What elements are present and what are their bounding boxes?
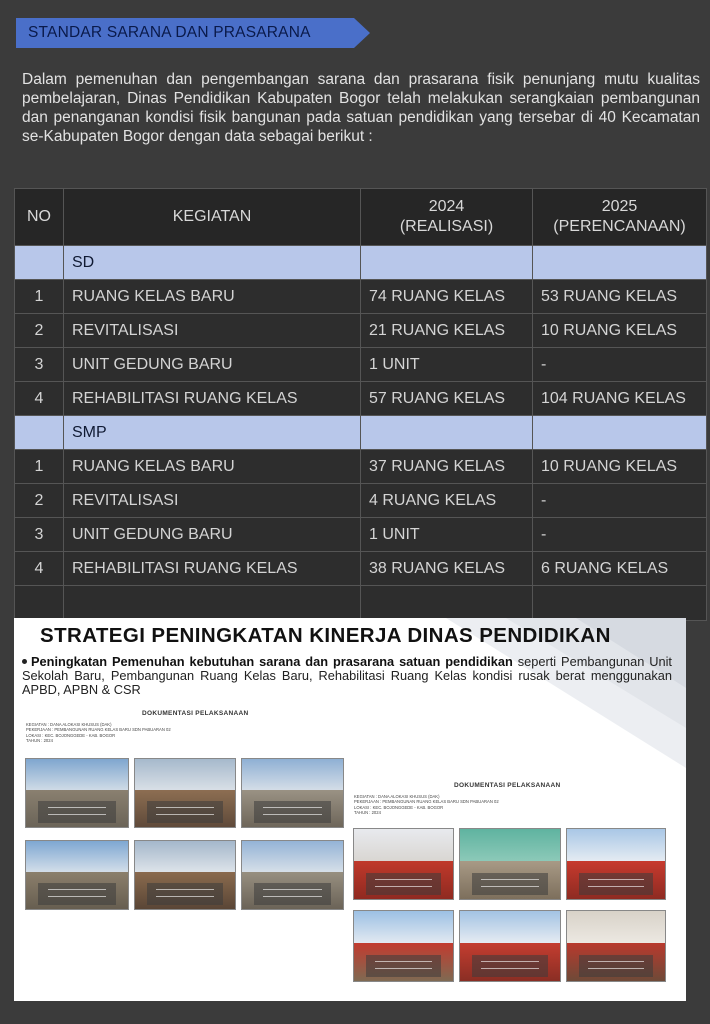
bullet-text: seperti Pembangunan Unit Sekolah Baru, Pembangunan Ruang Kelas Baru, Rehabilitasi Ruang Kelas kondisi rusak berat menggunakan APBD, APBN & CSR — [22, 654, 672, 697]
col-2025-year: 2025 — [601, 198, 638, 215]
row-kegiatan: UNIT GEDUNG BARU — [64, 518, 361, 552]
meta-line: TAHUN : 2024 — [26, 738, 53, 744]
construction-photo — [134, 840, 236, 910]
table-row — [15, 450, 707, 484]
section-label: SD — [64, 246, 361, 280]
school-photo — [566, 828, 666, 900]
col-2024 — [361, 189, 533, 246]
row-2025: - — [533, 484, 707, 518]
row-kegiatan: RUANG KELAS BARU — [64, 450, 361, 484]
row-2025: 10 RUANG KELAS — [533, 314, 707, 348]
meta-line: KEGIATAN : DANA ALOKASI KHUSUS (DAK) — [26, 722, 112, 727]
col-kegiatan: KEGIATAN — [64, 189, 361, 246]
bullet-dot — [22, 659, 27, 664]
row-2024: 37 RUANG KELAS — [361, 450, 533, 484]
row-2025: - — [533, 518, 707, 552]
row-no: 2 — [15, 314, 64, 348]
row-kegiatan: UNIT GEDUNG BARU — [64, 348, 361, 382]
table-header-row — [15, 189, 707, 246]
strategy-panel — [14, 618, 686, 1001]
construction-photo — [25, 758, 129, 828]
meta-line: KEGIATAN : DANA ALOKASI KHUSUS (DAK) — [354, 794, 440, 799]
meta-line: PEKERJAAN : PEMBANGUNAN RUANG KELAS BARU SDN PABUARAN 02 — [354, 799, 499, 805]
school-photo — [353, 910, 454, 982]
construction-photo — [134, 758, 236, 828]
row-kegiatan: RUANG KELAS BARU — [64, 280, 361, 314]
doc-right-title: DOKUMENTASI PELAKSANAAN — [454, 782, 561, 789]
row-2024: 57 RUANG KELAS — [361, 382, 533, 416]
table-row — [15, 382, 707, 416]
row-2025: 6 RUANG KELAS — [533, 552, 707, 586]
doc-left-title: DOKUMENTASI PELAKSANAAN — [142, 710, 249, 717]
table-empty-row — [15, 586, 707, 621]
section-label: SMP — [64, 416, 361, 450]
row-2025: - — [533, 348, 707, 382]
section-row-sd — [15, 246, 707, 280]
table-row — [15, 348, 707, 382]
row-kegiatan: REVITALISASI — [64, 484, 361, 518]
meta-line: PEKERJAAN : PEMBANGUNAN RUANG KELAS BARU SDN PABUARAN 02 — [26, 727, 171, 733]
row-no: 3 — [15, 348, 64, 382]
col-no: NO — [15, 189, 64, 246]
meta-line: LOKASI : KEC. BOJONGGEDE - KAB. BOGOR — [26, 732, 116, 738]
row-no: 1 — [15, 450, 64, 484]
col-2024-sub: (REALISASI) — [399, 218, 494, 235]
col-2025-sub: (PERENCANAAN) — [553, 218, 686, 235]
strategy-title: STRATEGI PENINGKATAN KINERJA DINAS PENDIDIKAN — [40, 624, 611, 647]
school-photo — [353, 828, 454, 900]
construction-photo — [25, 840, 129, 910]
row-no: 3 — [15, 518, 64, 552]
school-photo — [459, 910, 561, 982]
row-2024: 21 RUANG KELAS — [361, 314, 533, 348]
doc-left-meta — [26, 722, 171, 744]
row-kegiatan: REVITALISASI — [64, 314, 361, 348]
row-kegiatan: REHABILITASI RUANG KELAS — [64, 382, 361, 416]
school-photo — [566, 910, 666, 982]
construction-photo — [241, 758, 344, 828]
table-row — [15, 552, 707, 586]
row-2024: 4 RUANG KELAS — [361, 484, 533, 518]
row-2024: 74 RUANG KELAS — [361, 280, 533, 314]
meta-line: TAHUN : 2024 — [354, 810, 381, 816]
table-row — [15, 314, 707, 348]
bullet-bold-text: Peningkatan Pemenuhan kebutuhan sarana dan prasarana satuan pendidikan — [31, 654, 513, 669]
row-2025: 10 RUANG KELAS — [533, 450, 707, 484]
row-2025: 104 RUANG KELAS — [533, 382, 707, 416]
construction-photo — [241, 840, 344, 910]
table-row — [15, 484, 707, 518]
row-no: 4 — [15, 552, 64, 586]
row-no: 1 — [15, 280, 64, 314]
school-photo — [459, 828, 561, 900]
row-no: 2 — [15, 484, 64, 518]
section-title: STANDAR SARANA DAN PRASARANA — [28, 24, 311, 41]
col-2024-year: 2024 — [428, 198, 465, 215]
table-row — [15, 280, 707, 314]
section-banner — [16, 18, 370, 48]
doc-right-meta — [354, 794, 499, 816]
table-row — [15, 518, 707, 552]
col-2025 — [533, 189, 707, 246]
intro-paragraph: Dalam pemenuhan dan pengembangan sarana dan prasarana fisik penunjang mutu kualitas pembelajaran, Dinas Pendidikan Kabupaten Bogor telah melakukan serangkaian pembangunan dan penanganan kondisi fisik bangunan pada satuan pendidikan yang tersebar di 40 Kecamatan se-Kabupaten Bogor dengan data sebagai berikut : — [22, 71, 700, 145]
section-row-smp — [15, 416, 707, 450]
row-kegiatan: REHABILITASI RUANG KELAS — [64, 552, 361, 586]
row-2024: 1 UNIT — [361, 348, 533, 382]
row-2024: 38 RUANG KELAS — [361, 552, 533, 586]
facilities-table — [14, 188, 707, 621]
meta-line: LOKASI : KEC. BOJONGGEDE - KAB. BOGOR — [354, 804, 444, 810]
row-no: 4 — [15, 382, 64, 416]
strategy-bullet — [22, 655, 672, 697]
row-2025: 53 RUANG KELAS — [533, 280, 707, 314]
row-2024: 1 UNIT — [361, 518, 533, 552]
